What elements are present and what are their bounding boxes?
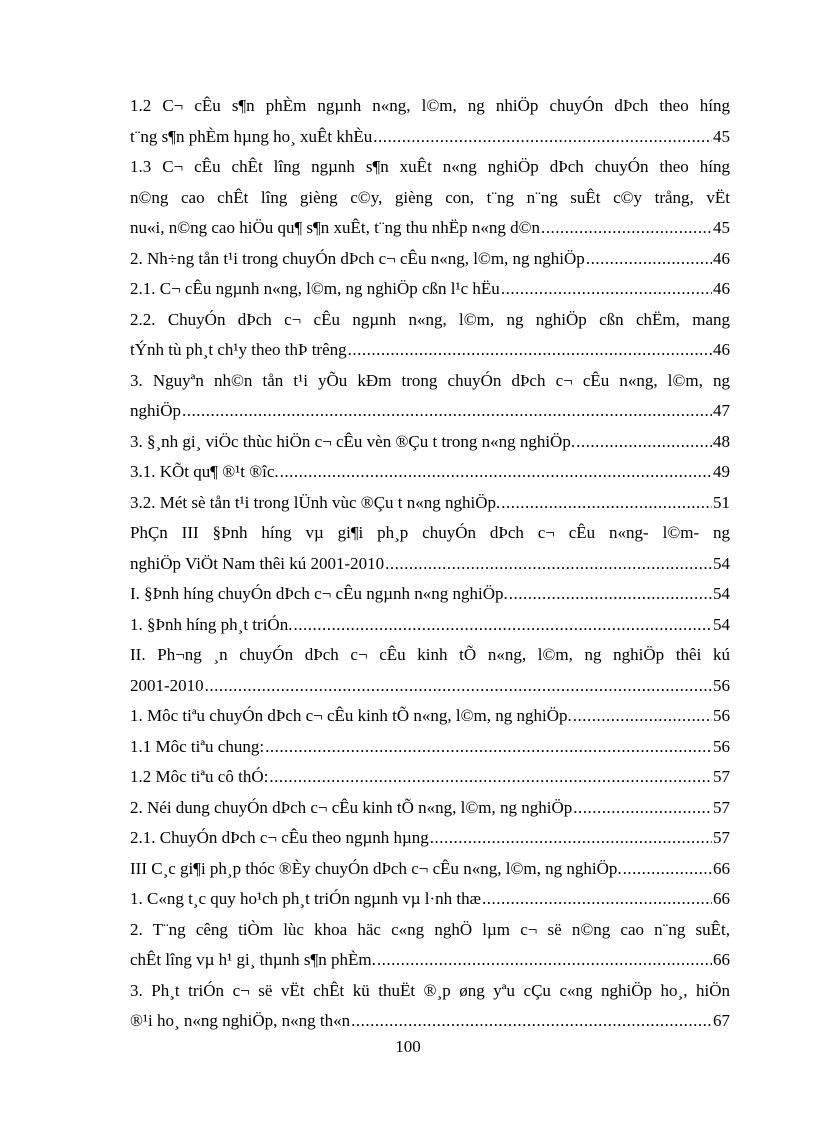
toc-entry [130,488,730,519]
toc-entry-text: tÝnh tù ph¸t ch¹y theo thÞ trêng [130,340,347,359]
dot-leader [623,854,712,885]
toc-entry-page: 56 [713,706,730,725]
toc-entry-page: 56 [713,675,730,695]
dot-leader [373,122,712,153]
dot-leader [265,732,712,763]
toc-entry-text: 3.1. KÕt qu¶ ®¹t ®îc. [130,462,279,481]
toc-entry-page: 46 [713,279,730,298]
page-number: 100 [395,1037,421,1056]
toc-entry-text: PhÇn III §Þnh híng vµ gi¶i ph¸p chuyÓn dÞch c¬ cÊu n«ng- l©m- ng [130,523,730,542]
toc-entry [130,457,730,488]
toc-entry-text: 1. Môc tiªu chuyÓn dÞch c¬ cÊu kinh tÕ n«ng, l©m, ng nghiÖp. [130,706,572,725]
dot-leader [501,274,712,305]
toc-entry-text: chÊt lîng vµ h¹ gi¸ thµnh s¶n phÈm. [130,950,376,969]
toc-entry-text: 1.2 C¬ cÊu s¶n phÈm ngµnh n«ng, l©m, ng nhiÖp chuyÓn dÞch theo híng [130,96,730,115]
dot-leader [280,457,712,488]
toc-entry [130,305,730,366]
toc-entry [130,427,730,458]
toc-entry [130,884,730,915]
toc-entry-text: 1. C«ng t¸c quy ho¹ch ph¸t triÓn ngµnh vµ l·nh thæ [130,889,481,908]
toc-entry-text: 1.2 Môc tiªu cô thÓ: [130,767,269,786]
toc-entry-page: 66 [713,950,730,969]
toc-entry [130,244,730,275]
toc-entry [130,579,730,610]
dot-leader [205,671,712,702]
dot-leader [351,1006,712,1037]
dot-leader [509,579,712,610]
toc-entry [130,976,730,1037]
dot-leader [576,427,712,458]
toc-entry-text: 2.2. ChuyÓn dÞch c¬ cÊu ngµnh n«ng, l©m, ng nghiÖp cßn chËm, mang [130,309,730,329]
toc-entry-text: 1.1 Môc tiªu chung: [130,736,265,756]
toc-entry [130,915,730,976]
toc-entry [130,518,730,579]
toc-entry-text: nghiÖp ViÖt Nam thêi kú 2001-2010 [130,553,385,573]
toc-entry-text: nu«i, n©ng cao hiÖu qu¶ s¶n xuÊt, t¨ng thu nhËp n«ng d©n [130,218,541,237]
toc-entry-page: 57 [713,767,730,786]
toc-entry-page: 54 [713,614,730,634]
toc-entry-page: 46 [713,248,730,268]
dot-leader [348,335,712,366]
dot-leader [269,762,712,793]
toc-entry-text: 3. Ph¸t triÓn c¬ së vËt chÊt kü thuËt ®¸p øng yªu cÇu c«ng nghiÖp ho¸, hiÖn [130,980,730,1000]
toc-entry-page: 47 [713,401,730,420]
toc-entry-text: II. Ph¬ng ¸n chuyÓn dÞch c¬ cÊu kinh tÕ n«ng, l©m, ng nghiÖp thêi kú [130,645,730,664]
toc-entry-text: n©ng cao chÊt lîng gièng c©y, gièng con, t¨ng n¨ng suÊt c©y trång, vËt [130,187,730,207]
toc-entry [130,152,730,244]
dot-leader [182,396,712,427]
toc-entry-text: 3. Nguyªn nh©n tån t¹i yÕu kÐm trong chuyÓn dÞch c¬ cÊu n«ng, l©m, ng [130,370,730,390]
toc-entry-text: 2. Néi dung chuyÓn dÞch c¬ cÊu kinh tÕ n«ng, l©m, ng nghiÖp [130,797,573,817]
toc-entry-page: 67 [713,1011,730,1030]
toc-entry-page: 51 [713,492,730,512]
toc-entry-text: 2.1. C¬ cÊu ngµnh n«ng, l©m, ng nghiÖp cßn l¹c hËu [130,279,500,298]
toc-entry-page: 45 [713,218,730,237]
toc-entry [130,823,730,854]
toc-entry [130,366,730,427]
toc-entry-page: 57 [713,797,730,817]
toc-entry-text: 1.3 C¬ cÊu chÊt lîng ngµnh s¶n xuÊt n«ng nghiÖp dÞch chuyÓn theo híng [130,157,730,176]
toc-entry [130,91,730,152]
toc-entry-text: ®¹i ho¸ n«ng nghiÖp, n«ng th«n [130,1011,351,1030]
toc-entry-text: nghiÖp [130,401,181,420]
toc-entry-page: 46 [713,340,730,359]
toc-entry-text: 3. §¸nh gi¸ viÖc thùc hiÖn c¬ cÊu vèn ®Çu t trong n«ng nghiÖp. [130,431,576,451]
toc-entry [130,793,730,824]
toc-entry-text: 1. §Þnh híng ph¸t triÓn. [130,614,293,634]
toc-entry [130,854,730,885]
toc-entry-page: 56 [713,736,730,756]
dot-leader [293,610,712,641]
toc-entry-page: 49 [713,462,730,481]
toc-entry-page: 45 [713,126,730,146]
dot-leader [573,793,712,824]
dot-leader [377,945,712,976]
toc-entry-text: 2001-2010 [130,675,204,695]
toc-entry-page: 66 [713,889,730,908]
toc-entry-page: 54 [713,553,730,573]
toc-entry-text: I. §Þnh híng chuyÓn dÞch c¬ cÊu ngµnh n«ng nghiÖp. [130,584,508,603]
toc-entry [130,732,730,763]
dot-leader [501,488,712,519]
toc-entry [130,610,730,641]
dot-leader [573,701,712,732]
toc-entry-text: 2.1. ChuyÓn dÞch c¬ cÊu theo ngµnh hµng [130,828,429,847]
table-of-contents [130,91,730,1037]
toc-entry-page: 57 [713,828,730,847]
toc-entry-page: 66 [713,858,730,878]
toc-entry-text: III C¸c gi¶i ph¸p thóc ®Èy chuyÓn dÞch c¬ cÊu n«ng, l©m, ng nghiÖp. [130,858,622,878]
toc-entry-text: t¨ng s¶n phÈm hµng ho¸ xuÊt khÈu [130,126,373,146]
toc-entry-text: 2. Nh÷ng tån t¹i trong chuyÓn dÞch c¬ cÊu n«ng, l©m, ng nghiÖp [130,248,585,268]
dot-leader [385,549,712,580]
dot-leader [430,823,712,854]
toc-entry-page: 48 [713,431,730,451]
toc-entry [130,274,730,305]
toc-entry-text: 2. T¨ng cêng tiÒm lùc khoa häc c«ng nghÖ lµm c¬ së n©ng cao n¨ng suÊt, [130,919,730,939]
dot-leader [541,213,712,244]
toc-entry-page: 54 [713,584,730,603]
toc-entry [130,640,730,701]
toc-entry-text: 3.2. Mét sè tån t¹i trong lÜnh vùc ®Çu t n«ng nghiÖp. [130,492,501,512]
dot-leader [586,244,712,275]
toc-entry [130,701,730,732]
toc-entry [130,762,730,793]
dot-leader [482,884,712,915]
